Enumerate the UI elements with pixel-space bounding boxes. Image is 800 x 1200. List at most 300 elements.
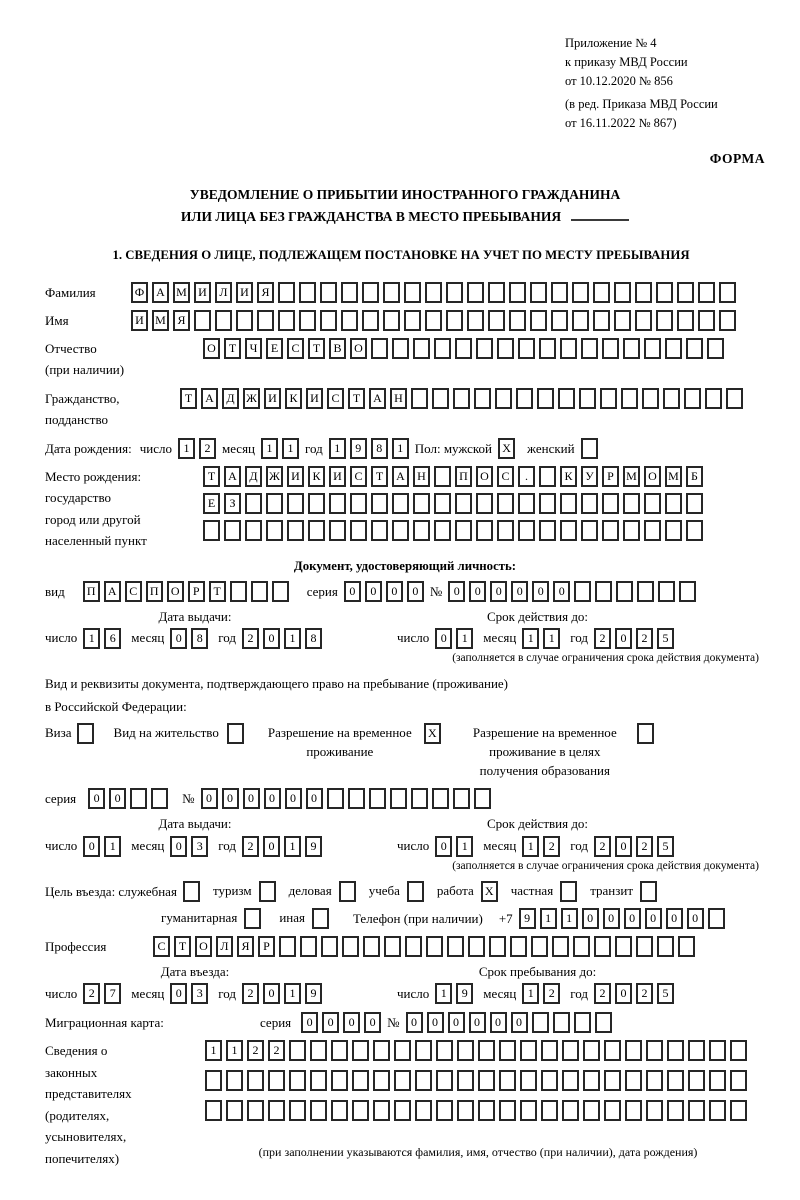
- char-box[interactable]: 2: [83, 983, 100, 1004]
- char-box[interactable]: Т: [308, 338, 325, 359]
- char-box[interactable]: [432, 788, 449, 809]
- char-box[interactable]: [615, 936, 632, 957]
- char-box[interactable]: Ж: [243, 388, 260, 409]
- char-box[interactable]: [551, 282, 568, 303]
- char-box[interactable]: [455, 493, 472, 514]
- char-box[interactable]: [415, 1100, 432, 1121]
- char-box[interactable]: 0: [170, 983, 187, 1004]
- purpose-humanitarian-checkbox[interactable]: [244, 908, 261, 929]
- char-box[interactable]: [593, 310, 610, 331]
- char-box[interactable]: 0: [201, 788, 218, 809]
- purpose-study-checkbox[interactable]: [407, 881, 424, 902]
- char-box[interactable]: 0: [553, 581, 570, 602]
- char-box[interactable]: [413, 493, 430, 514]
- char-box[interactable]: 0: [170, 836, 187, 857]
- char-box[interactable]: [425, 310, 442, 331]
- char-box[interactable]: О: [167, 581, 184, 602]
- char-box[interactable]: 2: [199, 438, 216, 459]
- char-box[interactable]: [331, 1040, 348, 1061]
- char-box[interactable]: С: [287, 338, 304, 359]
- char-box[interactable]: [289, 1070, 306, 1091]
- char-box[interactable]: [562, 1040, 579, 1061]
- char-box[interactable]: 0: [344, 581, 361, 602]
- char-box[interactable]: [604, 1070, 621, 1091]
- char-box[interactable]: [573, 936, 590, 957]
- char-box[interactable]: [224, 520, 241, 541]
- char-box[interactable]: О: [644, 466, 661, 487]
- char-box[interactable]: 2: [242, 983, 259, 1004]
- char-box[interactable]: [698, 282, 715, 303]
- char-box[interactable]: [446, 310, 463, 331]
- char-box[interactable]: [602, 520, 619, 541]
- char-box[interactable]: [520, 1070, 537, 1091]
- char-box[interactable]: [266, 493, 283, 514]
- char-box[interactable]: 1: [261, 438, 278, 459]
- char-box[interactable]: [404, 310, 421, 331]
- char-box[interactable]: [289, 1100, 306, 1121]
- char-box[interactable]: [560, 520, 577, 541]
- char-box[interactable]: [623, 493, 640, 514]
- char-box[interactable]: 0: [109, 788, 126, 809]
- char-box[interactable]: Т: [224, 338, 241, 359]
- char-box[interactable]: 0: [603, 908, 620, 929]
- char-box[interactable]: Ж: [266, 466, 283, 487]
- char-box[interactable]: [203, 520, 220, 541]
- char-box[interactable]: [552, 936, 569, 957]
- char-box[interactable]: [279, 936, 296, 957]
- char-box[interactable]: 0: [263, 983, 280, 1004]
- char-box[interactable]: 2: [636, 983, 653, 1004]
- char-box[interactable]: [383, 310, 400, 331]
- char-box[interactable]: [709, 1070, 726, 1091]
- char-box[interactable]: [677, 282, 694, 303]
- purpose-work-checkbox[interactable]: X: [481, 881, 498, 902]
- char-box[interactable]: Д: [222, 388, 239, 409]
- char-box[interactable]: [310, 1040, 327, 1061]
- char-box[interactable]: [329, 520, 346, 541]
- char-box[interactable]: 0: [243, 788, 260, 809]
- residence-permit-checkbox[interactable]: [227, 723, 244, 744]
- char-box[interactable]: 1: [284, 628, 301, 649]
- char-box[interactable]: [230, 581, 247, 602]
- char-box[interactable]: [373, 1100, 390, 1121]
- char-box[interactable]: [644, 338, 661, 359]
- char-box[interactable]: 1: [284, 836, 301, 857]
- char-box[interactable]: [730, 1070, 747, 1091]
- char-box[interactable]: [581, 338, 598, 359]
- male-checkbox[interactable]: X: [498, 438, 515, 459]
- char-box[interactable]: [574, 581, 591, 602]
- char-box[interactable]: 0: [435, 628, 452, 649]
- char-box[interactable]: [644, 493, 661, 514]
- char-box[interactable]: 8: [191, 628, 208, 649]
- char-box[interactable]: С: [153, 936, 170, 957]
- char-box[interactable]: [257, 310, 274, 331]
- char-box[interactable]: Т: [203, 466, 220, 487]
- char-box[interactable]: [289, 1040, 306, 1061]
- char-box[interactable]: [268, 1070, 285, 1091]
- char-box[interactable]: [726, 388, 743, 409]
- char-box[interactable]: 0: [263, 628, 280, 649]
- char-box[interactable]: [678, 936, 695, 957]
- char-box[interactable]: [348, 788, 365, 809]
- char-box[interactable]: [614, 282, 631, 303]
- char-box[interactable]: [329, 493, 346, 514]
- char-box[interactable]: И: [329, 466, 346, 487]
- char-box[interactable]: М: [623, 466, 640, 487]
- char-box[interactable]: [310, 1070, 327, 1091]
- char-box[interactable]: [637, 581, 654, 602]
- char-box[interactable]: [425, 282, 442, 303]
- char-box[interactable]: 8: [371, 438, 388, 459]
- char-box[interactable]: [602, 493, 619, 514]
- char-box[interactable]: 2: [636, 628, 653, 649]
- char-box[interactable]: [247, 1100, 264, 1121]
- char-box[interactable]: [299, 310, 316, 331]
- char-box[interactable]: 1: [226, 1040, 243, 1061]
- char-box[interactable]: Я: [173, 310, 190, 331]
- char-box[interactable]: 1: [522, 983, 539, 1004]
- char-box[interactable]: [415, 1040, 432, 1061]
- char-box[interactable]: [488, 310, 505, 331]
- char-box[interactable]: [705, 388, 722, 409]
- char-box[interactable]: [457, 1070, 474, 1091]
- char-box[interactable]: [331, 1100, 348, 1121]
- char-box[interactable]: 1: [561, 908, 578, 929]
- char-box[interactable]: [623, 520, 640, 541]
- char-box[interactable]: 0: [448, 581, 465, 602]
- char-box[interactable]: [642, 388, 659, 409]
- char-box[interactable]: 5: [657, 628, 674, 649]
- char-box[interactable]: 0: [406, 1012, 423, 1033]
- char-box[interactable]: [688, 1040, 705, 1061]
- char-box[interactable]: 7: [104, 983, 121, 1004]
- char-box[interactable]: [657, 936, 674, 957]
- char-box[interactable]: Н: [413, 466, 430, 487]
- char-box[interactable]: П: [455, 466, 472, 487]
- char-box[interactable]: [341, 282, 358, 303]
- char-box[interactable]: [730, 1100, 747, 1121]
- char-box[interactable]: 0: [582, 908, 599, 929]
- char-box[interactable]: [688, 1070, 705, 1091]
- char-box[interactable]: [266, 520, 283, 541]
- char-box[interactable]: [320, 282, 337, 303]
- char-box[interactable]: [719, 310, 736, 331]
- char-box[interactable]: [432, 388, 449, 409]
- char-box[interactable]: У: [581, 466, 598, 487]
- char-box[interactable]: [520, 1040, 537, 1061]
- char-box[interactable]: [474, 388, 491, 409]
- char-box[interactable]: [299, 282, 316, 303]
- char-box[interactable]: [684, 388, 701, 409]
- char-box[interactable]: А: [152, 282, 169, 303]
- char-box[interactable]: 1: [329, 438, 346, 459]
- char-box[interactable]: И: [287, 466, 304, 487]
- char-box[interactable]: [362, 282, 379, 303]
- char-box[interactable]: 0: [615, 836, 632, 857]
- char-box[interactable]: [226, 1100, 243, 1121]
- char-box[interactable]: 1: [83, 628, 100, 649]
- char-box[interactable]: [268, 1100, 285, 1121]
- char-box[interactable]: 1: [282, 438, 299, 459]
- char-box[interactable]: Т: [209, 581, 226, 602]
- char-box[interactable]: 6: [104, 628, 121, 649]
- char-box[interactable]: [390, 788, 407, 809]
- char-box[interactable]: К: [308, 466, 325, 487]
- temp-residence-checkbox[interactable]: X: [424, 723, 441, 744]
- char-box[interactable]: [625, 1070, 642, 1091]
- char-box[interactable]: [489, 936, 506, 957]
- char-box[interactable]: [656, 282, 673, 303]
- char-box[interactable]: 5: [657, 836, 674, 857]
- char-box[interactable]: Я: [237, 936, 254, 957]
- char-box[interactable]: [698, 310, 715, 331]
- char-box[interactable]: [411, 388, 428, 409]
- char-box[interactable]: А: [201, 388, 218, 409]
- char-box[interactable]: [478, 1040, 495, 1061]
- char-box[interactable]: О: [203, 338, 220, 359]
- char-box[interactable]: [384, 936, 401, 957]
- char-box[interactable]: [663, 388, 680, 409]
- char-box[interactable]: Я: [257, 282, 274, 303]
- char-box[interactable]: [539, 520, 556, 541]
- char-box[interactable]: [539, 493, 556, 514]
- char-box[interactable]: О: [350, 338, 367, 359]
- visa-checkbox[interactable]: [77, 723, 94, 744]
- char-box[interactable]: 0: [343, 1012, 360, 1033]
- char-box[interactable]: 0: [386, 581, 403, 602]
- char-box[interactable]: А: [369, 388, 386, 409]
- char-box[interactable]: [352, 1070, 369, 1091]
- char-box[interactable]: [373, 1070, 390, 1091]
- char-box[interactable]: [667, 1100, 684, 1121]
- char-box[interactable]: [623, 338, 640, 359]
- purpose-official-checkbox[interactable]: [183, 881, 200, 902]
- char-box[interactable]: [373, 1040, 390, 1061]
- char-box[interactable]: [730, 1040, 747, 1061]
- char-box[interactable]: [453, 388, 470, 409]
- char-box[interactable]: [686, 520, 703, 541]
- char-box[interactable]: [453, 788, 470, 809]
- char-box[interactable]: [130, 788, 147, 809]
- char-box[interactable]: [392, 493, 409, 514]
- char-box[interactable]: 0: [365, 581, 382, 602]
- char-box[interactable]: 0: [364, 1012, 381, 1033]
- char-box[interactable]: Л: [215, 282, 232, 303]
- char-box[interactable]: [516, 388, 533, 409]
- char-box[interactable]: 9: [350, 438, 367, 459]
- char-box[interactable]: Т: [174, 936, 191, 957]
- char-box[interactable]: [394, 1040, 411, 1061]
- char-box[interactable]: 3: [191, 983, 208, 1004]
- char-box[interactable]: [581, 493, 598, 514]
- char-box[interactable]: 3: [191, 836, 208, 857]
- char-box[interactable]: 0: [469, 581, 486, 602]
- char-box[interactable]: О: [195, 936, 212, 957]
- char-box[interactable]: 0: [435, 836, 452, 857]
- char-box[interactable]: 9: [519, 908, 536, 929]
- char-box[interactable]: [558, 388, 575, 409]
- char-box[interactable]: [625, 1100, 642, 1121]
- char-box[interactable]: И: [236, 282, 253, 303]
- char-box[interactable]: [539, 466, 556, 487]
- char-box[interactable]: [510, 936, 527, 957]
- char-box[interactable]: Т: [348, 388, 365, 409]
- char-box[interactable]: К: [560, 466, 577, 487]
- char-box[interactable]: [363, 936, 380, 957]
- char-box[interactable]: 1: [522, 628, 539, 649]
- char-box[interactable]: [474, 788, 491, 809]
- char-box[interactable]: [518, 520, 535, 541]
- char-box[interactable]: [541, 1100, 558, 1121]
- char-box[interactable]: [625, 1040, 642, 1061]
- char-box[interactable]: Т: [180, 388, 197, 409]
- char-box[interactable]: 1: [178, 438, 195, 459]
- char-box[interactable]: 1: [543, 628, 560, 649]
- char-box[interactable]: 1: [435, 983, 452, 1004]
- char-box[interactable]: 0: [490, 1012, 507, 1033]
- char-box[interactable]: 2: [636, 836, 653, 857]
- char-box[interactable]: Р: [602, 466, 619, 487]
- char-box[interactable]: 9: [456, 983, 473, 1004]
- char-box[interactable]: [394, 1070, 411, 1091]
- char-box[interactable]: 0: [448, 1012, 465, 1033]
- char-box[interactable]: [541, 1070, 558, 1091]
- char-box[interactable]: [709, 1040, 726, 1061]
- char-box[interactable]: С: [327, 388, 344, 409]
- char-box[interactable]: 5: [657, 983, 674, 1004]
- char-box[interactable]: К: [285, 388, 302, 409]
- char-box[interactable]: 8: [305, 628, 322, 649]
- char-box[interactable]: Л: [216, 936, 233, 957]
- char-box[interactable]: С: [497, 466, 514, 487]
- char-box[interactable]: И: [194, 282, 211, 303]
- char-box[interactable]: [468, 936, 485, 957]
- char-box[interactable]: Р: [258, 936, 275, 957]
- char-box[interactable]: [679, 581, 696, 602]
- char-box[interactable]: [499, 1040, 516, 1061]
- char-box[interactable]: [667, 1040, 684, 1061]
- char-box[interactable]: И: [264, 388, 281, 409]
- char-box[interactable]: Е: [266, 338, 283, 359]
- char-box[interactable]: [446, 282, 463, 303]
- char-box[interactable]: [278, 282, 295, 303]
- char-box[interactable]: [574, 1012, 591, 1033]
- char-box[interactable]: 0: [615, 983, 632, 1004]
- char-box[interactable]: [194, 310, 211, 331]
- char-box[interactable]: 9: [305, 836, 322, 857]
- char-box[interactable]: [350, 520, 367, 541]
- char-box[interactable]: [478, 1070, 495, 1091]
- char-box[interactable]: [530, 282, 547, 303]
- char-box[interactable]: [604, 1040, 621, 1061]
- char-box[interactable]: Б: [686, 466, 703, 487]
- char-box[interactable]: Н: [390, 388, 407, 409]
- char-box[interactable]: [341, 310, 358, 331]
- char-box[interactable]: [520, 1100, 537, 1121]
- char-box[interactable]: [413, 520, 430, 541]
- char-box[interactable]: 0: [511, 581, 528, 602]
- char-box[interactable]: [658, 581, 675, 602]
- char-box[interactable]: [476, 338, 493, 359]
- char-box[interactable]: [245, 493, 262, 514]
- char-box[interactable]: [621, 388, 638, 409]
- char-box[interactable]: 0: [469, 1012, 486, 1033]
- char-box[interactable]: 2: [543, 836, 560, 857]
- char-box[interactable]: [656, 310, 673, 331]
- char-box[interactable]: 0: [322, 1012, 339, 1033]
- char-box[interactable]: [455, 520, 472, 541]
- char-box[interactable]: 2: [594, 836, 611, 857]
- char-box[interactable]: 0: [88, 788, 105, 809]
- char-box[interactable]: [434, 466, 451, 487]
- char-box[interactable]: [616, 581, 633, 602]
- char-box[interactable]: [215, 310, 232, 331]
- char-box[interactable]: 1: [284, 983, 301, 1004]
- char-box[interactable]: [530, 310, 547, 331]
- char-box[interactable]: [539, 338, 556, 359]
- char-box[interactable]: [532, 1012, 549, 1033]
- char-box[interactable]: [594, 936, 611, 957]
- char-box[interactable]: 0: [83, 836, 100, 857]
- char-box[interactable]: [327, 788, 344, 809]
- char-box[interactable]: [646, 1100, 663, 1121]
- char-box[interactable]: 1: [392, 438, 409, 459]
- char-box[interactable]: И: [306, 388, 323, 409]
- char-box[interactable]: М: [152, 310, 169, 331]
- char-box[interactable]: 1: [456, 836, 473, 857]
- char-box[interactable]: 2: [242, 836, 259, 857]
- char-box[interactable]: [320, 310, 337, 331]
- char-box[interactable]: [635, 310, 652, 331]
- char-box[interactable]: [436, 1070, 453, 1091]
- char-box[interactable]: 2: [594, 983, 611, 1004]
- char-box[interactable]: 0: [645, 908, 662, 929]
- char-box[interactable]: [310, 1100, 327, 1121]
- char-box[interactable]: [560, 338, 577, 359]
- char-box[interactable]: [308, 520, 325, 541]
- char-box[interactable]: [308, 493, 325, 514]
- char-box[interactable]: [646, 1040, 663, 1061]
- char-box[interactable]: [572, 310, 589, 331]
- char-box[interactable]: [350, 493, 367, 514]
- char-box[interactable]: А: [224, 466, 241, 487]
- char-box[interactable]: 2: [242, 628, 259, 649]
- female-checkbox[interactable]: [581, 438, 598, 459]
- char-box[interactable]: .: [518, 466, 535, 487]
- char-box[interactable]: Ф: [131, 282, 148, 303]
- char-box[interactable]: [709, 1100, 726, 1121]
- char-box[interactable]: [411, 788, 428, 809]
- char-box[interactable]: [476, 493, 493, 514]
- char-box[interactable]: [205, 1070, 222, 1091]
- char-box[interactable]: [394, 1100, 411, 1121]
- char-box[interactable]: [707, 338, 724, 359]
- char-box[interactable]: [581, 520, 598, 541]
- char-box[interactable]: [434, 520, 451, 541]
- char-box[interactable]: П: [146, 581, 163, 602]
- temp-residence-education-checkbox[interactable]: [637, 723, 654, 744]
- char-box[interactable]: [686, 338, 703, 359]
- char-box[interactable]: 0: [427, 1012, 444, 1033]
- char-box[interactable]: [583, 1070, 600, 1091]
- char-box[interactable]: 0: [511, 1012, 528, 1033]
- char-box[interactable]: А: [104, 581, 121, 602]
- char-box[interactable]: 1: [456, 628, 473, 649]
- char-box[interactable]: И: [131, 310, 148, 331]
- char-box[interactable]: [434, 338, 451, 359]
- char-box[interactable]: [509, 310, 526, 331]
